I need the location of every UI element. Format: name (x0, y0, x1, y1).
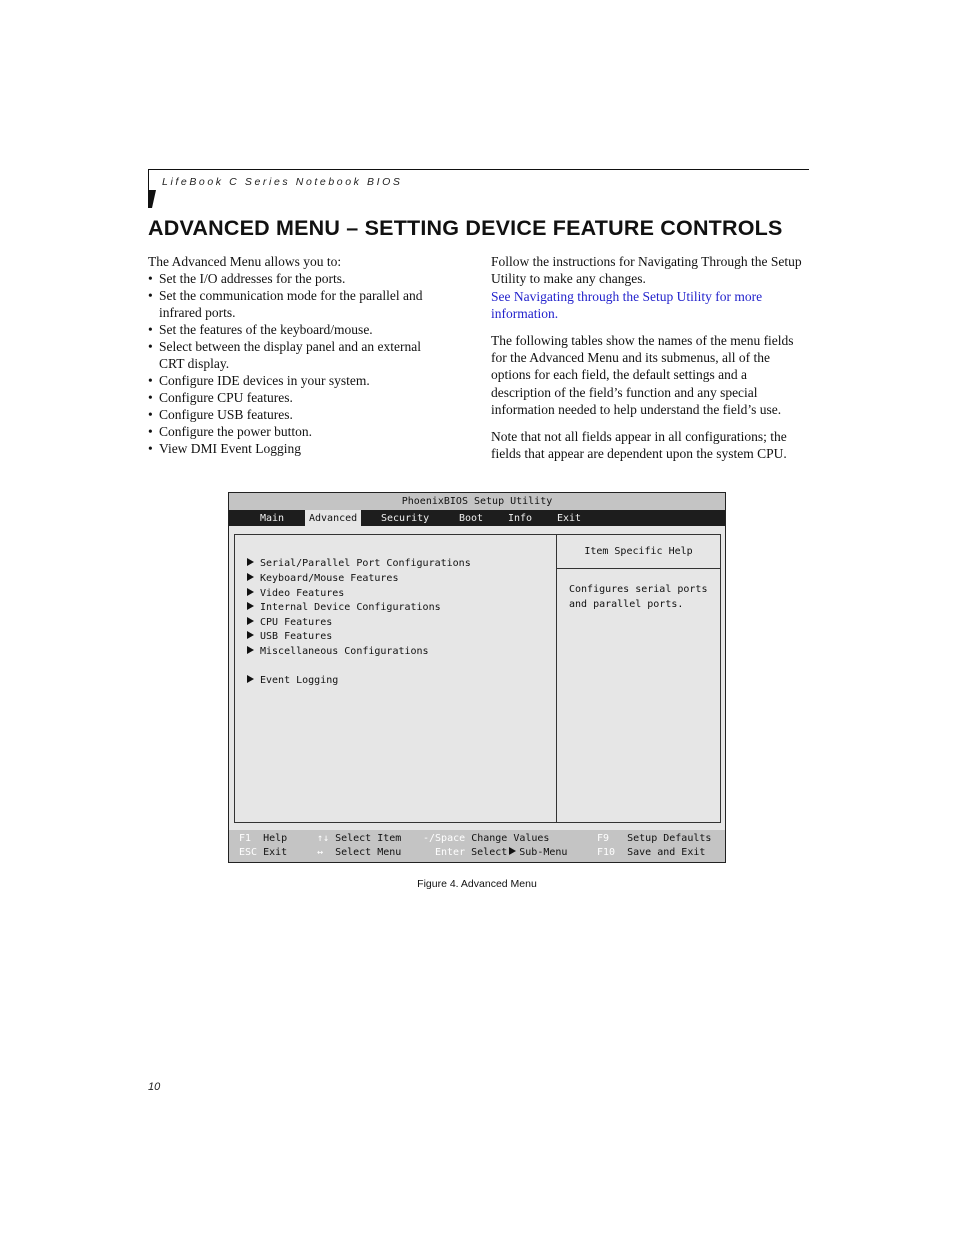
submenu-label: Serial/Parallel Port Configurations (260, 558, 471, 569)
submenu-arrow-icon (247, 573, 254, 581)
submenu-item[interactable] (247, 616, 332, 630)
paragraph-tables: The following tables show the names of the menu fields for the Advanced Menu and its submenus, all of the options for each field, the default settings and a description of the field’s function and any special information needed to help understand the field’s use. (491, 332, 794, 418)
submenu-item[interactable] (247, 630, 332, 644)
bios-menu-bar (229, 510, 725, 526)
list-item: • Configure IDE devices in your system. (148, 372, 448, 389)
menu-security[interactable]: Security (381, 513, 430, 524)
list-item: • Configure CPU features. (148, 389, 448, 406)
page-title: ADVANCED MENU – SETTING DEVICE FEATURE CONTROLS (148, 216, 783, 240)
submenu-label: USB Features (260, 631, 333, 642)
navigation-link[interactable]: See Navigating through the Setup Utility for more information. (491, 288, 763, 322)
paragraph-navigation (491, 253, 809, 323)
submenu-item[interactable] (247, 587, 344, 601)
feature-list (148, 270, 448, 457)
menu-exit[interactable]: Exit (557, 513, 582, 524)
header-wedge-mark (148, 190, 156, 208)
bios-key-legend (229, 830, 725, 862)
key-f9: F9 Setup Defaults (597, 833, 712, 844)
submenu-item[interactable] (247, 557, 471, 571)
submenu-arrow-icon (247, 602, 254, 610)
bios-main-panel (234, 534, 557, 823)
submenu-item[interactable] (247, 601, 441, 615)
submenu-arrow-icon (247, 631, 254, 639)
bios-title-bar: PhoenixBIOS Setup Utility (229, 493, 725, 510)
submenu-label: CPU Features (260, 617, 333, 628)
key-enter: Enter Select Sub-Menu (435, 847, 568, 858)
menu-boot[interactable]: Boot (459, 513, 484, 524)
running-head: LifeBook C Series Notebook BIOS (162, 176, 403, 188)
list-item: • Select between the display panel and an external CRT display. (148, 338, 448, 372)
list-item: • Set the features of the keyboard/mouse. (148, 321, 448, 338)
key-f1: F1 Help (239, 833, 288, 844)
help-title: Item Specific Help (557, 535, 720, 569)
submenu-arrow-icon (247, 558, 254, 566)
right-column (491, 253, 809, 471)
key-updown: ↑↓ Select Item (317, 833, 402, 844)
key-f10: F10 Save and Exit (597, 847, 706, 858)
list-item: • View DMI Event Logging (148, 440, 448, 457)
navigation-text: Follow the instructions for Navigating Through the Setup Utility to make any changes. (491, 254, 802, 287)
submenu-label: Video Features (260, 588, 345, 599)
submenu-label: Event Logging (260, 675, 339, 686)
submenu-item[interactable] (247, 674, 338, 688)
submenu-arrow-icon (247, 675, 254, 683)
figure-caption: Figure 4. Advanced Menu (417, 878, 537, 890)
menu-info[interactable]: Info (508, 513, 533, 524)
bios-screenshot (228, 492, 726, 863)
intro-text: The Advanced Menu allows you to: (148, 254, 342, 269)
left-column (148, 253, 448, 457)
header-rule (148, 169, 809, 170)
menu-advanced[interactable]: Advanced (305, 510, 361, 526)
key-space: -/Space Change Values (423, 833, 550, 844)
left-right-arrow-icon: ↔ (317, 847, 324, 858)
up-down-arrow-icon: ↑↓ (317, 833, 330, 844)
help-text: Configures serial ports and parallel ports. (569, 584, 708, 610)
submenu-arrow-icon (247, 617, 254, 625)
submenu-arrow-icon (247, 588, 254, 596)
submenu-label: Internal Device Configurations (260, 602, 441, 613)
submenu-item[interactable] (247, 572, 398, 586)
paragraph-note: Note that not all fields appear in all configurations; the fields that appear are dependent upon the system CPU. (491, 428, 787, 462)
submenu-arrow-icon (247, 646, 254, 654)
menu-main[interactable]: Main (260, 513, 285, 524)
page-number: 10 (148, 1081, 161, 1093)
submenu-item[interactable] (247, 645, 429, 659)
bios-help-panel (556, 534, 721, 823)
list-item: • Configure USB features. (148, 406, 448, 423)
list-item: • Set the I/O addresses for the ports. (148, 270, 448, 287)
header-rule-vertical (148, 169, 149, 191)
submenu-arrow-icon (509, 847, 516, 855)
list-item: • Set the communication mode for the parallel and infrared ports. (148, 287, 448, 321)
list-item: • Configure the power button. (148, 423, 448, 440)
submenu-label: Miscellaneous Configurations (260, 646, 429, 657)
key-leftright: ↔ Select Menu (317, 847, 402, 858)
submenu-label: Keyboard/Mouse Features (260, 573, 399, 584)
key-esc: ESC Exit (239, 847, 288, 858)
